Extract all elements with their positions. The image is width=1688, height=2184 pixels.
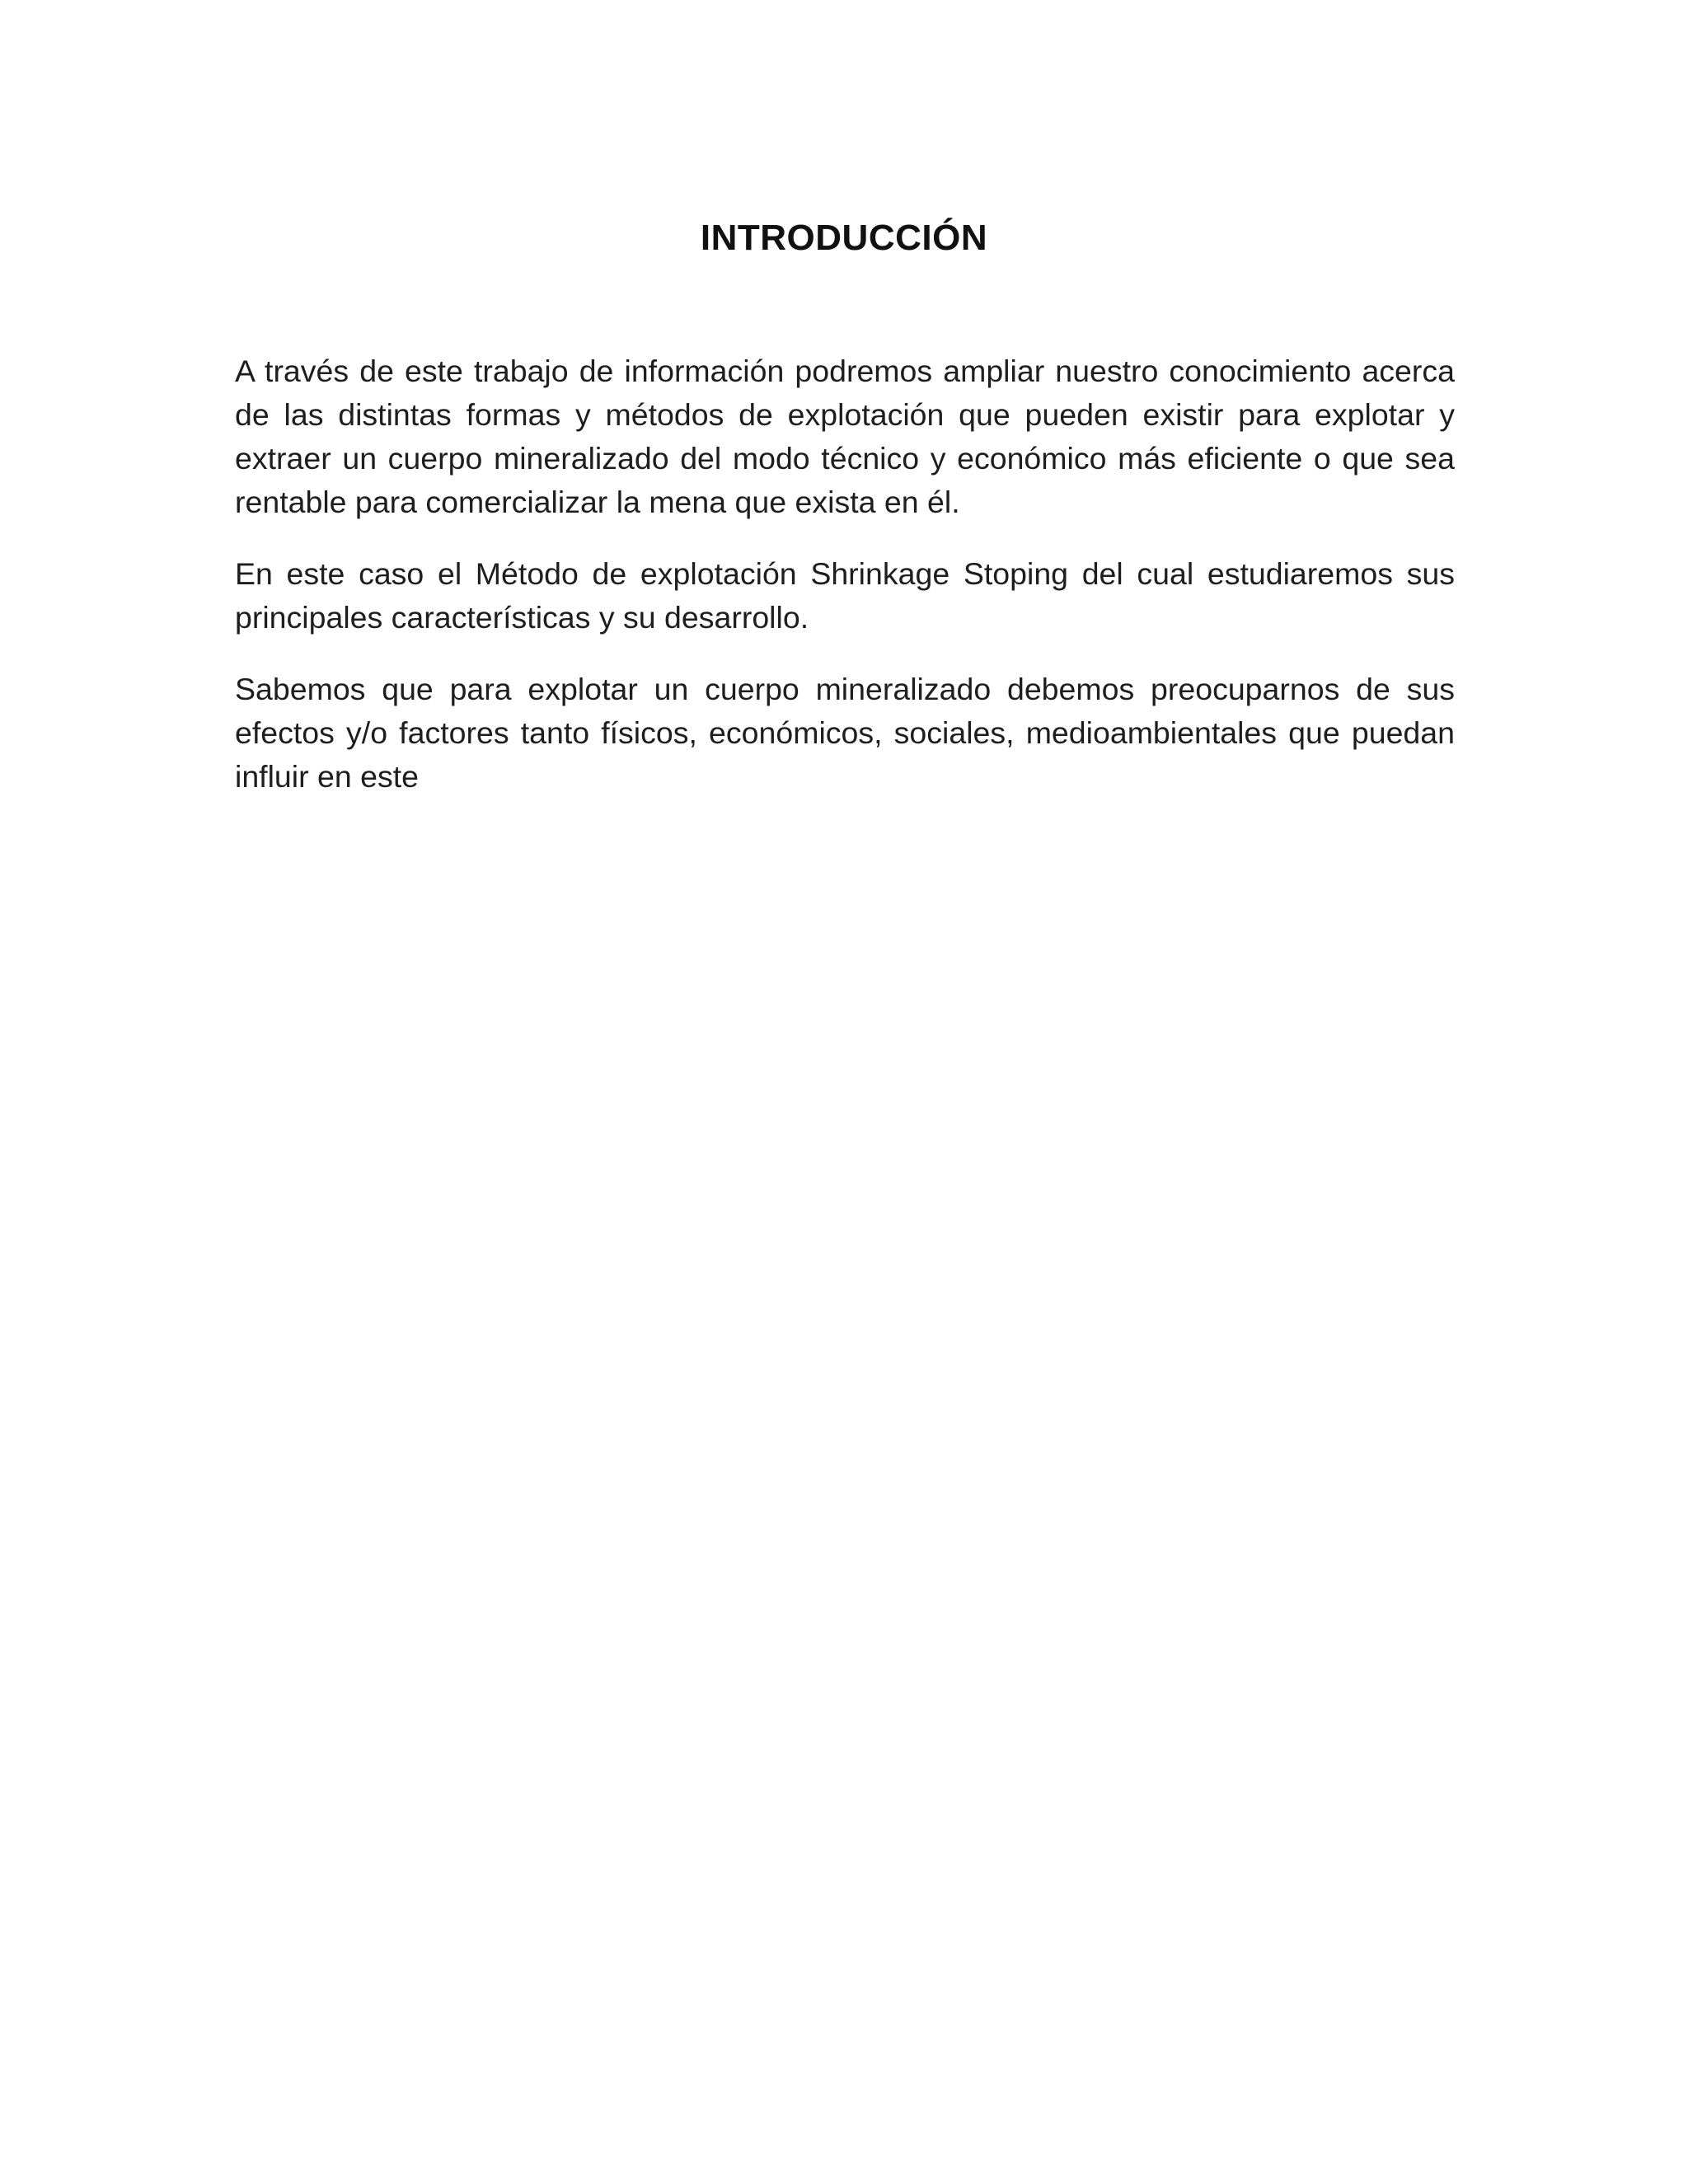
paragraph-factors: Sabemos que para explotar un cuerpo mineralizado debemos preocuparnos de sus efectos y/o factores tanto físicos, económicos, sociales, medioambientales que puedan influir en este — [235, 672, 1455, 794]
paragraph-method: En este caso el Método de explotación Shrinkage Stoping del cual estudiaremos sus principales características y su desarrollo. — [235, 556, 1455, 635]
paragraph-intro: A través de este trabajo de información podremos ampliar nuestro conocimiento acerca de las distintas formas y métodos de explotación que pueden existir para explotar y extraer un cuerpo mineralizado del modo técnico y económico más eficiente o que sea rentable para comercializar la mena que exista en él. — [235, 354, 1455, 519]
document-body — [235, 349, 1455, 827]
page-title: INTRODUCCIÓN — [700, 218, 988, 259]
